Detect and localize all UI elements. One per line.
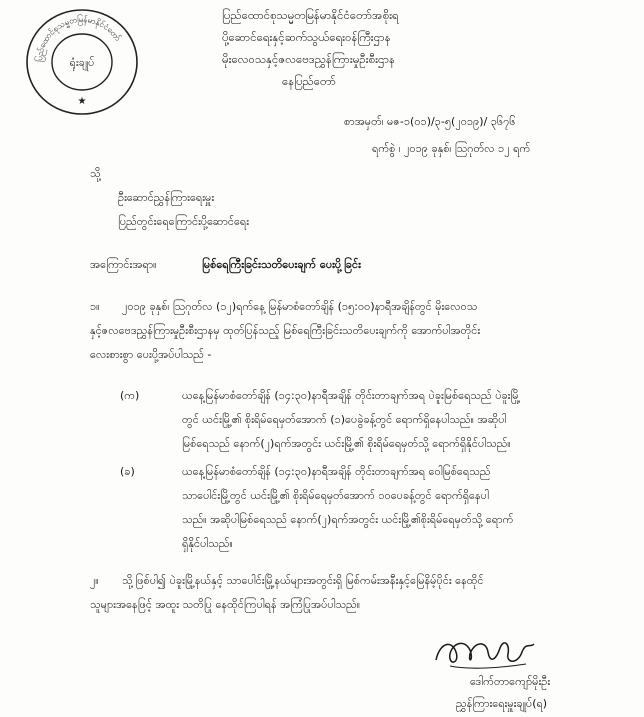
- seal-center-text: ရုံးချုပ်: [69, 56, 95, 69]
- item-kha-line4: ရှိနိုင်ပါသည်။: [182, 537, 233, 550]
- para2-number: ၂။: [90, 574, 99, 587]
- para2-line2: သူများအနေဖြင့် အထူး သတိပြု နေထိုင်ကြပါရန် အကြံပြုအပ်ပါသည်။: [90, 598, 361, 611]
- signature-scribble: [430, 630, 540, 674]
- subject-label: အကြောင်းအရာ။: [90, 258, 157, 271]
- signer-title: ညွှန်ကြားရေးမှူးချုပ်(ရ): [456, 697, 548, 710]
- svg-text:★: ★: [77, 96, 87, 107]
- signer-name: ဒေါက်တာကျော်မိုးဦး: [470, 675, 551, 688]
- para1-number: ၁။: [90, 300, 100, 313]
- para2-line1: သို့ဖြစ်ပါ၍ ပဲခူးမြို့နယ်နှင့် သာပေါင်းမြို့နယ်များအတွင်းရှိ မြစ်ကမ်းအနီးနှင့်မြေနိမ့်ပိုင်း နေထိုင်: [122, 574, 484, 587]
- header-government: ပြည်ထောင်စုသမ္မတမြန်မာနိုင်ငံတော်အစိုးရ: [222, 8, 399, 22]
- item-ka-line1: ယနေ့မြန်မာစံတော်ချိန် (၁၄:၃၀)နာရီအချိန် တိုင်းတာချက်အရ ပဲခူးမြစ်ရေသည် ပဲခူးမြို့: [182, 389, 521, 402]
- seal-ring-text: ပြည်ထောင်စုသမ္မတမြန်မာနိုင်ငံတော်: [34, 14, 123, 63]
- para1-line2: နှင့်ဇလဗေဒညွှန်ကြားမှုဦးစီးဌာနမှ ထုတ်ပြန်သည့် မြစ်ရေကြီးခြင်းသတိပေးချက်ကို အောက်ပါအတိုင်း: [90, 324, 481, 337]
- subject-text: မြစ်ရေကြီးခြင်းသတိပေးချက် ပေးပို့ခြင်း: [202, 258, 361, 271]
- recipient-title: ဦးဆောင်ညွှန်ကြားရေးမှူး: [118, 191, 215, 204]
- item-ka-line2: တွင် ယင်းမြို့၏ စိုးရိမ်ရေမှတ်အောက် (၁)ပေခွဲခန့်တွင် ရောက်ရှိနေပါသည်။ အဆိုပါ: [182, 413, 507, 426]
- para1-line3: လေးစားစွာ ပေးပို့အပ်ပါသည် -: [90, 348, 212, 361]
- item-kha-label: (ခ): [120, 465, 135, 478]
- para1-line1: ၂၀၁၉ ခုနှစ်၊ ဩဂုတ်လ (၁၂)ရက်နေ့ မြန်မာစံတော်ချိန် (၁၅:၀၀)နာရီအချိန်တွင် မိုးလေဝသ: [122, 300, 478, 313]
- item-kha-line1: ယနေ့မြန်မာစံတော်ချိန် (၁၄:၃၀)နာရီအချိန် တိုင်းတာချက်အရ ဝေါမြစ်ရေသည်: [182, 465, 491, 478]
- letter-number: စာအမှတ်၊ မဇ-၁(၀၁)/၃-၅(၂၀၁၉)/ ၃၆၇၆: [344, 115, 516, 128]
- to-label: သို့: [90, 167, 101, 180]
- item-ka-line3: မြစ်ရေသည် နောက်(၂)ရက်အတွင်း ယင်းမြို့၏ စိုးရိမ်ရေမှတ်သို့ ရောက်ရှိနိုင်ပါသည်။: [182, 437, 511, 450]
- seal-stamp: [12, 2, 152, 122]
- header-department: မိုးလေဝသနှင့်ဇလဗေဒညွှန်ကြားမှုဦးစီးဌာန: [222, 52, 396, 66]
- item-kha-line3: သည်။ အဆိုပါမြစ်ရေသည် နောက်(၂)ရက်အတွင်း ယင်းမြို့၏စိုးရိမ်ရေမှတ်သို့ ရောက်: [182, 513, 514, 526]
- item-ka-label: (က): [120, 389, 140, 402]
- recipient-office: ပြည်တွင်းရေကြောင်းပို့ဆောင်ရေး: [118, 215, 250, 228]
- header-location: နေပြည်တော်: [282, 74, 336, 88]
- item-kha-line2: သာပေါင်းမြို့တွင် ယင်းမြို့၏ စိုးရိမ်ရေမှတ်အောက် ၁၀ပေခန့်တွင် ရောက်ရှိနေပါ: [182, 489, 489, 502]
- header-ministry: ပို့ဆောင်ရေးနှင့်ဆက်သွယ်ရေးဝန်ကြီးဌာန: [222, 30, 391, 44]
- letter-date: ရက်စွဲ ၊ ၂၀၁၉ ခုနှစ်၊ ဩဂုတ်လ ၁၂ ရက်: [372, 142, 531, 155]
